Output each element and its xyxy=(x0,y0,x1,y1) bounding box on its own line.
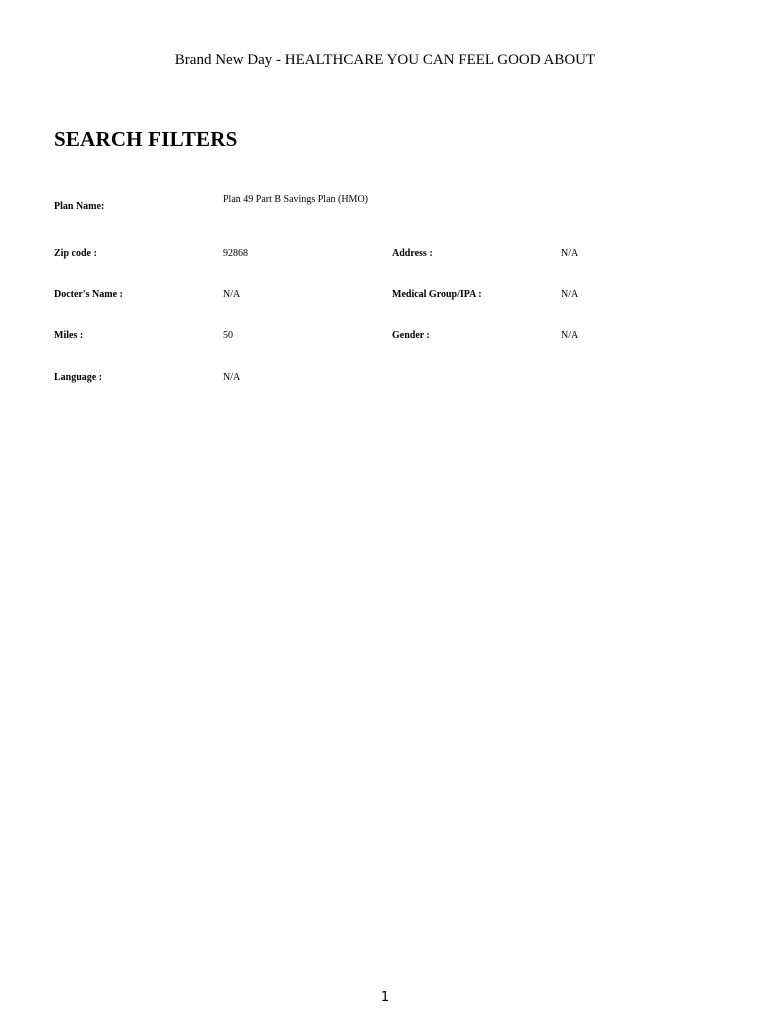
plan-name-label: Plan Name: xyxy=(54,201,105,212)
page-header: Brand New Day - HEALTHCARE YOU CAN FEEL GOOD ABOUT xyxy=(174,52,596,68)
language-label: Language : xyxy=(54,372,103,383)
language-value: N/A xyxy=(223,372,241,383)
docters-name-label: Docter's Name : xyxy=(54,289,123,300)
docters-name-value: N/A xyxy=(223,289,241,300)
gender-label: Gender : xyxy=(392,330,430,341)
zip-code-label: Zip code : xyxy=(54,248,97,259)
medical-group-value: N/A xyxy=(561,289,579,300)
miles-label: Miles : xyxy=(54,330,84,341)
gender-value: N/A xyxy=(561,330,579,341)
zip-code-value: 92868 xyxy=(223,248,248,259)
address-value: N/A xyxy=(561,248,579,259)
medical-group-label: Medical Group/IPA : xyxy=(392,289,482,300)
address-label: Address : xyxy=(392,248,433,259)
section-title: SEARCH FILTERS xyxy=(54,127,238,151)
page-number: 1 xyxy=(380,990,390,1005)
miles-value: 50 xyxy=(223,330,233,341)
plan-name-value: Plan 49 Part B Savings Plan (HMO) xyxy=(223,194,368,205)
